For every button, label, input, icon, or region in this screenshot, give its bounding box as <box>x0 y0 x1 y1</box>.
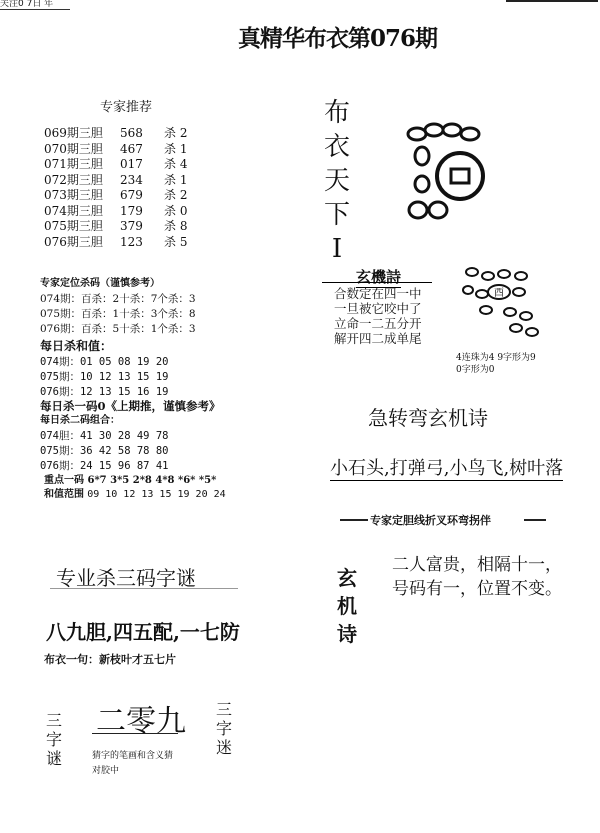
vertical-char: 字 <box>45 730 62 749</box>
daily-two-heading: 每日杀二码组合： <box>40 415 120 426</box>
expert-nums: 123 <box>120 234 143 249</box>
expert-kill: 杀 4 <box>164 157 188 171</box>
vertical-char: 诗 <box>337 622 357 646</box>
expert-kill: 杀 8 <box>164 219 188 233</box>
vertical-char: 玄 <box>337 566 357 590</box>
xuanji-vertical <box>334 564 360 648</box>
subtitle-rule-right <box>524 519 546 521</box>
expert-issue: 072期三胆 <box>44 172 103 187</box>
expert-nums: 467 <box>120 141 143 156</box>
riddle-note: 猜字的笔画和含义猜 <box>92 751 174 761</box>
jizhuan-subtitle: 专家定胆线折叉环弯拐伴 <box>370 514 491 527</box>
expert-row <box>44 188 204 204</box>
kill-three-rule <box>50 588 238 589</box>
poem-line: 立命一二五分开 <box>334 316 422 331</box>
expert-kill: 杀 1 <box>164 172 188 187</box>
corner-rule <box>506 0 598 4</box>
bead-center-char: 酉 <box>494 288 504 299</box>
daily-sum-row: 076期：12 13 15 16 19 <box>40 386 169 398</box>
vertical-char: 谜 <box>45 749 62 768</box>
top-left-label: 关注0 7日 年 <box>0 0 70 10</box>
daily-sum-heading: 每日杀和值： <box>40 339 113 353</box>
riddle-rule <box>92 733 178 734</box>
xuanji-box-lines <box>334 286 422 346</box>
beads-note <box>456 352 536 376</box>
beads-note-line: 0字形为0 <box>456 365 495 375</box>
expert-row <box>44 235 204 251</box>
position-kill-row: 076期：百杀：5十杀：1个杀：3 <box>40 323 196 335</box>
expert-nums: 568 <box>120 126 143 140</box>
expert-kill: 杀 0 <box>164 203 188 218</box>
expert-issue: 074期三胆 <box>44 203 103 218</box>
vertical-char: 三 <box>45 711 62 730</box>
expert-kill: 杀 2 <box>164 188 188 202</box>
daily-two-row: 076期：24 15 96 87 41 <box>40 460 169 472</box>
buyi-vertical <box>322 96 352 266</box>
riddle-center: 二零九 <box>96 704 186 739</box>
vertical-char: I <box>331 234 343 264</box>
expert-row <box>44 219 204 235</box>
vertical-char: 机 <box>337 594 357 618</box>
expert-issue: 070期三胆 <box>44 141 103 156</box>
position-kill-row: 075期：百杀：1十杀：3个杀：8 <box>40 308 196 320</box>
expert-row <box>44 204 204 220</box>
jizhuan-poem: 小石头,打弹弓,小鸟飞,树叶落 <box>330 454 563 481</box>
focus-range <box>44 488 226 503</box>
expert-issue: 076期三胆 <box>44 234 103 249</box>
focus-range-values: 09 10 12 13 15 19 20 24 <box>87 489 226 500</box>
vertical-char: 天 <box>323 166 350 196</box>
daily-sum-row: 075期：10 12 13 15 19 <box>40 371 169 383</box>
expert-nums: 679 <box>120 188 143 202</box>
poem-line: 二人富贵，相隔十一， <box>392 555 562 575</box>
expert-nums: 379 <box>120 219 143 233</box>
subtitle-rule-left <box>340 519 368 521</box>
expert-heading: 专家推荐 <box>100 100 153 115</box>
vertical-char: 布 <box>323 98 350 128</box>
page-title: 真精华布衣第076期 <box>238 25 438 52</box>
buyi-line: 布衣一句：新枝叶才五七片 <box>44 653 176 666</box>
jizhuan-heading: 急转弯玄机诗 <box>368 406 488 430</box>
daily-two-row: 074胆：41 30 28 49 78 <box>40 430 169 442</box>
expert-row <box>44 126 204 142</box>
vertical-char: 下 <box>323 200 350 230</box>
poem-line: 号码有一，位置不变。 <box>392 579 562 599</box>
kill-three-heading: 专业杀三码字谜 <box>56 566 196 590</box>
expert-issue: 073期三胆 <box>44 188 103 202</box>
daily-two-row: 075期：36 42 58 78 80 <box>40 445 169 457</box>
beads-note-line: 4连珠为4 9字形为9 <box>456 353 536 363</box>
riddle-right-vertical <box>214 700 234 757</box>
expert-row <box>44 157 204 173</box>
position-kill-heading: 专家定位杀码（谨慎参考） <box>40 278 160 289</box>
expert-row <box>44 173 204 189</box>
expert-issue: 069期三胆 <box>44 126 103 140</box>
expert-issue: 071期三胆 <box>44 157 103 171</box>
poem-line: 一旦被它咬中了 <box>334 301 422 316</box>
riddle-note: 对胶中 <box>92 766 120 776</box>
vertical-char: 三 <box>215 700 232 719</box>
position-kill-row: 074期：百杀：2十杀：7个杀：3 <box>40 293 196 305</box>
expert-kill: 杀 1 <box>164 141 188 156</box>
kill-three-line: 八九胆,四五配,一七防 <box>46 620 240 644</box>
vertical-char: 衣 <box>323 132 350 162</box>
vertical-char: 字 <box>215 719 232 738</box>
poem-line: 解开四二成单尾 <box>334 331 422 346</box>
expert-row <box>44 142 204 158</box>
focus-line: 重点一码 6*7 3*5 2*8 4*8 *6* *5* <box>44 475 217 486</box>
xuanji-box-rule <box>322 282 432 283</box>
vertical-char: 迷 <box>215 738 232 757</box>
xuanji-poem <box>392 553 562 601</box>
expert-issue: 075期三胆 <box>44 219 103 233</box>
expert-kill: 杀 2 <box>164 126 188 140</box>
riddle-left-vertical <box>44 711 64 768</box>
coin-chain-illustration <box>400 120 510 230</box>
poem-line: 合数定在四一中 <box>334 286 422 301</box>
expert-nums: 179 <box>120 203 143 218</box>
daily-kill-one-heading: 每日杀一码0《上期推，谨慎参考》 <box>40 399 221 413</box>
expert-nums: 017 <box>120 157 143 171</box>
xuanji-box-heading: 玄機詩 <box>356 268 402 286</box>
daily-sum-row: 074期：01 05 08 19 20 <box>40 356 169 368</box>
expert-kill: 杀 5 <box>164 234 188 249</box>
expert-list <box>44 126 204 250</box>
focus-range-label: 和值范围 <box>44 489 84 500</box>
expert-nums: 234 <box>120 172 143 187</box>
beads-illustration <box>458 264 558 346</box>
